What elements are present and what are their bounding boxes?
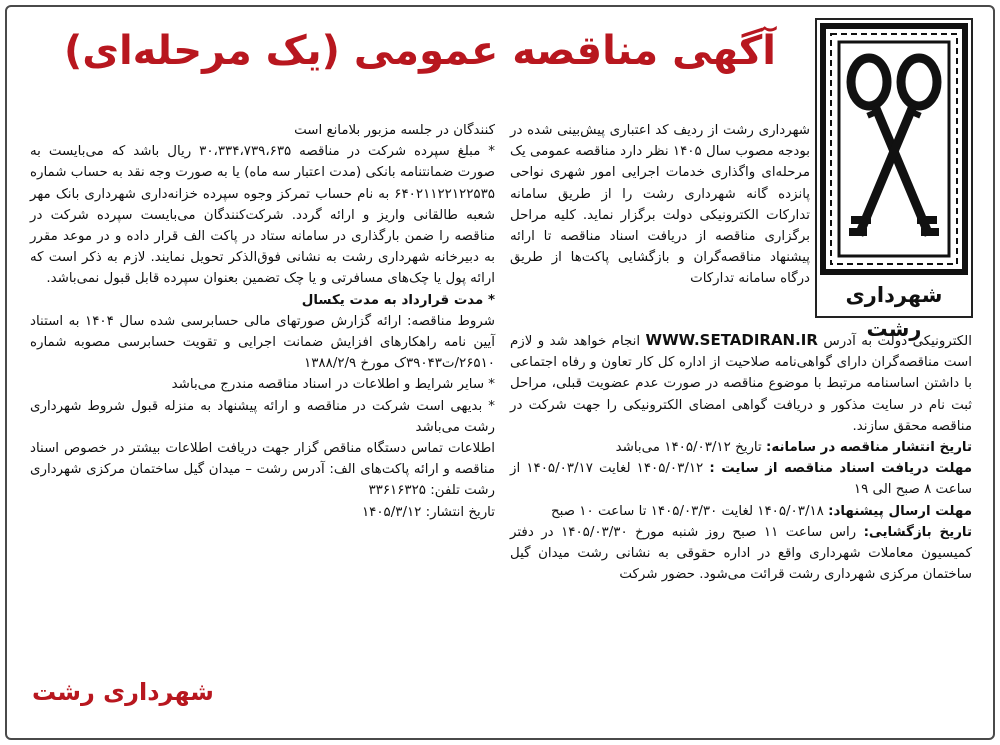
setad-text-after: انجام خواهد شد و لازم است مناقصه‌گران دارای گواهی‌نامه صلاحیت از اداره کل کار تعاون و رفاه اجتماعی با داشتن اساسنامه مرتبط با موضوع مناقصه در صورت عدم عضویت قبلی، مراحل ثبت نام در سایت مذکور و دریافت گواهی امضای الکترونیکی را جهت شرکت در مناقصه محقق سازند. (510, 334, 972, 434)
deposit-paragraph: * مبلغ سپرده شرکت در مناقصه ۳۰،۳۳۴،۷۳۹،۶۳۵ ریال باشد که می‌بایست به صورت ضمانتنامه بانکی (مدت اعتبار سه ماه) یا به صورت وجه نقد به حساب شماره ۶۴۰۲۱۱۲۲۱۲۲۵۳۵ به نام حساب تمرکز وجوه سپرده خزانه‌داری شهرداری بانک مهر شعبه طالقانی واریز و ارائه گردد. شرکت‌کنندگان می‌بایست سپرده شرکت در مناقصه را ضمن بارگذاری در سامانه ستاد در پاکت الف قرار داده و در موعد مقرر به دبیرخانه شهرداری رشت به نشانی فوق‌الذکر تحویل نمایند. لازم به ذکر است که ارائه پول یا چک‌های مسافرتی و یا چک تضمین بعنوان سپرده قابل قبول نمی‌باشد. (30, 144, 495, 287)
opening-line (510, 522, 972, 586)
publish-date-label: تاریخ انتشار مناقصه در سامانه: (765, 440, 972, 456)
opening-label: تاریخ بازگشایی: (863, 524, 972, 540)
keys-emblem-icon (817, 20, 971, 278)
contact-info: اطلاعات تماس دستگاه مناقص گزار جهت دریافت اطلاعات بیشتر در خصوص اسناد مناقصه و ارائه پاکت‌های الف: آدرس رشت – میدان گیل ساختمان مرکزی شهرداری رشت تلفن: ۳۳۶۱۶۳۲۵ (30, 441, 495, 499)
submit-deadline-value: ۱۴۰۵/۰۳/۱۸ لغایت ۱۴۰۵/۰۳/۳۰ تا ساعت ۱۰ صبح (550, 503, 824, 519)
docs-deadline-label: مهلت دریافت اسناد مناقصه از سایت : (709, 461, 972, 477)
tender-conditions: شروط مناقصه: ارائه گزارش صورتهای مالی حسابرسی شده سال ۱۴۰۴ به استناد آیین نامه راهکارهای افزایش ضمانت اجرایی و تقویت حسابرسی مصوبه شماره ۲۶۵۱۰/ت۳۹۰۴۳ک مورخ ۱۳۸۸/۲/۹ (30, 313, 495, 372)
right-column-intro (510, 120, 810, 290)
left-column (30, 120, 495, 523)
publish-date-value: تاریخ ۱۴۰۵/۰۳/۱۲ می‌باشد (615, 440, 762, 456)
signature: شهرداری رشت (32, 678, 214, 706)
municipality-logo (815, 18, 973, 341)
contract-duration: * مدت قرارداد به مدت یکسال (301, 292, 495, 308)
setad-website-link[interactable]: WWW.SETADIRAN.IR (645, 331, 818, 349)
docs-deadline-line (510, 458, 972, 500)
opening-value: راس ساعت ۱۱ صبح روز شنبه مورخ ۱۴۰۵/۰۳/۳۰ در دفتر کمیسیون معاملات شهرداری واقع در اداره حقوقی به نشانی رشت میدان گیل ساختمان مرکزی شهرداری رشت قرائت می‌شود. حضور شرکت (510, 524, 972, 583)
publication-date: تاریخ انتشار: ۱۴۰۵/۳/۱۲ (361, 504, 495, 520)
notice-title: آگهی مناقصه عمومی (یک مرحله‌ای) (64, 28, 776, 74)
logo-caption: شهرداری رشت (845, 283, 943, 341)
setad-text-before: الکترونیکی دولت به آدرس (823, 334, 972, 349)
intro-paragraph: شهرداری رشت از ردیف کد اعتباری پیش‌بینی شده در بودجه مصوب سال ۱۴۰۵ نظر دارد مناقصه عمومی یک مرحله‌ای واگذاری خدمات اجرایی امور شهری نواحی پانزده گانه شهرداری رشت را از طریق سامانه تدارکات الکترونیکی دولت برگزار نماید. کلیه مراحل برگزاری مناقصه از دریافت اسناد مناقصه تا ارائه پیشنهاد مناقصه‌گران و بازگشایی پاکت‌ها از طریق درگاه سامانه تدارکات (510, 123, 810, 287)
docs-deadline-value: ۱۴۰۵/۰۳/۱۲ لغایت ۱۴۰۵/۰۳/۱۷ از ساعت ۸ صبح الی ۱۹ (510, 461, 972, 498)
submit-deadline-line (510, 501, 972, 522)
other-conditions: * سایر شرایط و اطلاعات در اسناد مناقصه مندرج می‌باشد (171, 377, 495, 393)
setad-paragraph (510, 330, 972, 437)
attendance-line: کنندگان در جلسه مزبور بلامانع است (294, 123, 495, 138)
acceptance-note: * بدیهی است شرکت در مناقصه و ارائه پیشنهاد به منزله قبول شروط شهرداری رشت می‌باشد (30, 398, 495, 435)
submit-deadline-label: مهلت ارسال پیشنهاد: (828, 503, 972, 519)
right-column-body (510, 330, 972, 585)
publish-date-line (510, 437, 972, 458)
